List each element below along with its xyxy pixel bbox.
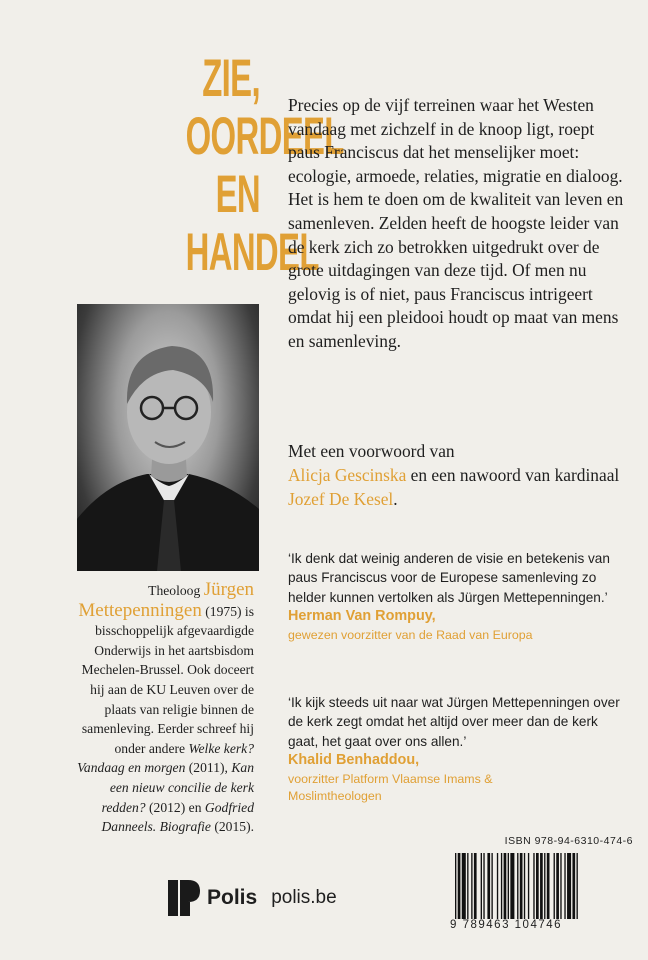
title-line-3: EN — [215, 165, 260, 224]
bio-text-2: (2011), — [188, 760, 228, 776]
author-portrait-illustration — [77, 304, 259, 571]
bio-text-1: (1975) is bisschoppelijk afgevaardigde Onderwijs in het aartsbisdom Mechelen-Brussel. Ook doceert hij aan de KU Leuven over de plaats van religie binnen de samenleving. Eerder schreef hij onder andere — [81, 603, 254, 756]
author-bio — [76, 580, 254, 837]
author-photo — [77, 304, 259, 571]
blurb-text: Precies op de vijf terreinen waar het Westen vandaag met zichzelf in de knoop ligt, roept paus Franciscus dat het menselijker moet: ecologie, armoede, relaties, migratie en dialoog. Het is hem te doen om de kwaliteit van leven en samenleven. Zelden heeft de hoogste leider van de kerk zich zo betrokken uitgedrukt over de grote uitdagingen van deze tijd. Of men nu gelovig is of niet, paus Franciscus intrigeert omdat hij een pleidooi houdt op maat van mens en samenleving. — [288, 95, 624, 351]
title-line-1: ZIE, — [202, 49, 260, 108]
bio-book-1: Welke kerk? Vandaag en morgen — [77, 740, 254, 776]
preface-part-2: en een nawoord van kardinaal — [410, 464, 620, 485]
preface-name-2: Jozef De Kesel — [288, 488, 394, 509]
bio-text-3: (2012) en — [149, 799, 202, 815]
bio-book-3: Godfried Danneels. Biografie — [101, 799, 254, 835]
quote-1-text: ‘Ik denk dat weinig anderen de visie en betekenis van paus Franciscus voor de Europese samenleving zo helder kunnen vertolken als Jürgen Mettepenningen.’ — [288, 551, 610, 605]
quote-2-text: ‘Ik kijk steeds uit naar wat Jürgen Mettepenningen over de kerk zegt omdat het altijd over meer dan de kerk gaat, het gaat over ons allen.’ — [288, 695, 620, 749]
publisher-logo[interactable] — [168, 880, 337, 916]
bio-author-name: Jürgen Mettepenningen — [78, 579, 254, 621]
preface-note — [288, 440, 628, 511]
quote-1-author: Herman Van Rompuy, — [288, 608, 436, 625]
bio-book-2: Kan een nieuw concilie de kerk redden? — [101, 760, 254, 815]
title-line-4: HANDEL — [185, 223, 319, 282]
quote-2-role: voorzitter Platform Vlaamse Imams & Moslimtheologen — [288, 771, 493, 803]
isbn-label: ISBN 978-94-6310-474-6 — [504, 835, 633, 847]
quote-1-role: gewezen voorzitter van de Raad van Europa — [288, 627, 533, 642]
book-title — [185, 49, 344, 282]
publisher-name: Polis — [207, 886, 258, 909]
preface-part-1: Met een voorwoord van — [288, 441, 455, 461]
preface-end: . — [393, 488, 398, 509]
publisher-url[interactable]: polis.be — [271, 887, 337, 908]
barcode — [455, 853, 633, 919]
barcode-digits: 9 789463 104746 — [450, 919, 563, 931]
quote-2-author: Khalid Benhaddou, — [288, 752, 420, 769]
title-line-2: OORDEEL — [185, 107, 344, 166]
bio-text-4: (2015). — [214, 819, 254, 835]
quote-2 — [288, 693, 628, 805]
polis-logo-icon — [168, 880, 200, 916]
quote-1 — [288, 549, 628, 644]
preface-name-1: Alicja Gescinska — [288, 464, 407, 485]
bio-prefix: Theoloog — [148, 583, 201, 598]
